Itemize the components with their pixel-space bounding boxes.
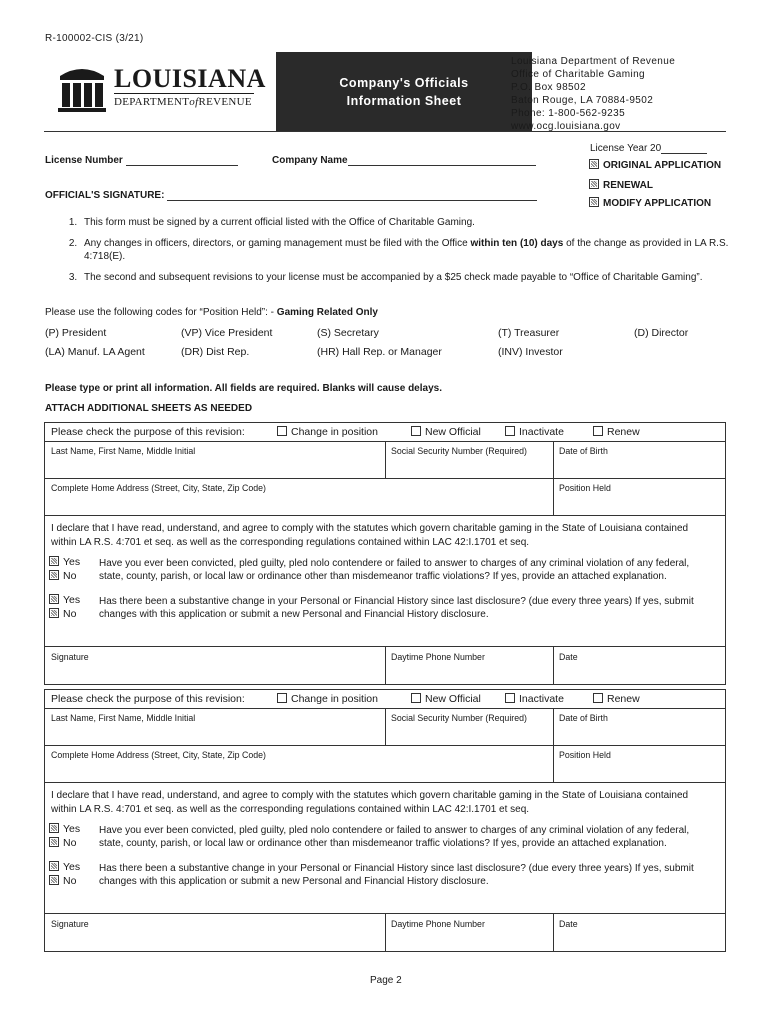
code-treasurer: (T) Treasurer [498,327,560,339]
code-hall-rep: (HR) Hall Rep. or Manager [317,346,442,358]
purpose-label: Please check the purpose of this revision: [51,693,245,705]
date-field-label: Date [559,652,578,662]
form-title-line2: Information Sheet [346,93,462,108]
form-code: R-100002-CIS (3/21) [45,33,144,44]
modify-application-checkbox[interactable] [589,197,599,207]
declaration-text: I declare that I have read, understand, and agree to comply with the statutes which govern charitable gaming in the State of Louisiana contained within LA R.S. 4:701 et seq. as well as the corresponding regulations contained within LAC 42:I.1701 et seq. [51,790,689,815]
purpose-renew[interactable]: Renew [593,693,640,705]
q1-no-checkbox[interactable] [49,837,59,847]
name-row [45,442,725,479]
option-renewal[interactable] [589,179,653,191]
purpose-row [45,690,725,709]
logo-title: LOUISIANA [114,64,266,93]
ssn-cell[interactable] [385,709,554,745]
type-print-note: Please type or print all information. All fields are required. Blanks will cause delays. [45,383,442,394]
original-application-label: ORIGINAL APPLICATION [603,160,722,171]
q2-no[interactable]: No [49,875,76,888]
position-cell[interactable] [553,746,725,782]
q2-no-checkbox[interactable] [49,875,59,885]
date-cell[interactable] [553,914,725,951]
name-field-label: Last Name, First Name, Middle Initial [51,713,196,723]
phone-field-label: Daytime Phone Number [391,652,485,662]
instruction-3: 3. The second and subsequent revisions to your license must be accompanied by a $25 check made payable to “Office of Charitable Gaming”. [80,271,760,284]
q1-yes[interactable]: Yes [49,823,80,836]
q1-no[interactable]: No [49,570,76,583]
address-row [45,479,725,516]
purpose-new-official[interactable]: New Official [411,426,481,438]
q2-yes[interactable]: Yes [49,594,80,607]
renewal-label: RENEWAL [603,180,653,191]
purpose-new-official[interactable]: New Official [411,693,481,705]
address-field-label: Complete Home Address (Street, City, State, Zip Code) [51,750,266,760]
question-1: Have you ever been convicted, pled guilty, pled nolo contendere or failed to answer to charges of any criminal violation of any federal, state, county, parish, or local law or ordinance other than misdemeanor traffic violations? If yes, provide an attached explanation. [99,558,690,582]
ssn-field-label: Social Security Number (Required) [391,713,527,723]
phone: Phone: 1-800-562-9235 [511,108,626,119]
position-field-label: Position Held [559,750,611,760]
license-number-field[interactable] [45,155,238,166]
capitol-logo-icon [56,62,108,114]
code-secretary: (S) Secretary [317,327,379,339]
name-row [45,709,725,746]
signature-row [45,647,725,684]
q2-no[interactable]: No [49,608,76,621]
codes-intro: Please use the following codes for “Position Held”: - Gaming Related Only [45,307,378,318]
renewal-checkbox[interactable] [589,179,599,189]
phone-cell[interactable] [385,647,554,684]
dob-field-label: Date of Birth [559,446,608,456]
attach-sheets-note: ATTACH ADDITIONAL SHEETS AS NEEDED [45,403,253,414]
option-modify-application[interactable] [589,197,711,209]
ssn-field-label: Social Security Number (Required) [391,446,527,456]
date-cell[interactable] [553,647,725,684]
instruction-2: 2. Any changes in officers, directors, or gaming management must be filed with the Office within ten (10) days of the change as provided in LA R.S. 4:718(E). [80,237,760,263]
question-2: Has there been a substantive change in your Personal or Financial History since last disclosure? (due every three years) If yes, submit changes with this application or submit a new Personal and Financial History disclosure. [99,863,694,887]
logo-rule [114,93,254,94]
code-investor: (INV) Investor [498,346,563,358]
company-name-label: Company Name [272,155,348,166]
instructions-list [44,216,760,292]
renew-checkbox[interactable] [593,426,603,436]
signature-field-label: Signature [51,652,89,662]
form-title-box [276,52,532,131]
purpose-change-in-position[interactable]: Change in position [277,426,378,438]
q2-yes-checkbox[interactable] [49,861,59,871]
new-official-checkbox[interactable] [411,693,421,703]
change-in-position-checkbox[interactable] [277,426,287,436]
modify-application-label: MODIFY APPLICATION [603,198,712,209]
inactivate-checkbox[interactable] [505,426,515,436]
purpose-inactivate[interactable]: Inactivate [505,426,564,438]
company-name-field[interactable] [272,155,536,166]
header [44,52,726,132]
signature-row [45,914,725,951]
new-official-checkbox[interactable] [411,426,421,436]
renew-checkbox[interactable] [593,693,603,703]
declaration-row [45,516,725,647]
license-number-label: License Number [45,155,123,166]
purpose-inactivate[interactable]: Inactivate [505,693,564,705]
declaration-row [45,783,725,914]
position-cell[interactable] [553,479,725,515]
code-dist-rep: (DR) Dist Rep. [181,346,250,358]
po-box: P.O. Box 98502 [511,82,586,93]
license-year-field[interactable] [590,143,707,154]
phone-cell[interactable] [385,914,554,951]
option-original-application[interactable] [589,159,721,171]
license-year-label: License Year 20 [590,143,662,154]
official-signature-label: OFFICIAL'S SIGNATURE: [45,190,165,201]
address-row [45,746,725,783]
dept-name: Louisiana Department of Revenue [511,56,676,67]
official-signature-field[interactable] [45,190,537,201]
q1-yes-checkbox[interactable] [49,823,59,833]
logo-subtitle: DEPARTMENTofREVENUE [114,96,252,108]
q1-no-checkbox[interactable] [49,570,59,580]
q1-yes[interactable]: Yes [49,556,80,569]
revision-block-1 [44,422,726,685]
ssn-cell[interactable] [385,442,554,478]
question-1: Have you ever been convicted, pled guilty, pled nolo contendere or failed to answer to charges of any criminal violation of any federal, state, county, parish, or local law or ordinance other than misdemeanor traffic violations? If yes, provide an attached explanation. [99,825,690,849]
date-field-label: Date [559,919,578,929]
original-application-checkbox[interactable] [589,159,599,169]
license-year-input[interactable] [661,153,707,154]
department-address [511,55,675,133]
change-in-position-checkbox[interactable] [277,693,287,703]
position-field-label: Position Held [559,483,611,493]
dob-cell[interactable] [553,442,725,478]
question-2: Has there been a substantive change in your Personal or Financial History since last disclosure? (due every three years) If yes, submit changes with this application or submit a new Personal and Financial History disclosure. [99,596,694,620]
ldr-logo [56,62,266,114]
purpose-renew[interactable]: Renew [593,426,640,438]
signature-field-label: Signature [51,919,89,929]
q2-no-checkbox[interactable] [49,608,59,618]
purpose-label: Please check the purpose of this revision: [51,426,245,438]
code-vice-president: (VP) Vice President [181,327,273,339]
address-field-label: Complete Home Address (Street, City, State, Zip Code) [51,483,266,493]
q2-yes[interactable]: Yes [49,861,80,874]
instruction-1: 1. This form must be signed by a current official listed with the Office of Charitable Gaming. [80,216,760,229]
dob-field-label: Date of Birth [559,713,608,723]
q2-yes-checkbox[interactable] [49,594,59,604]
q1-yes-checkbox[interactable] [49,556,59,566]
purpose-row [45,423,725,442]
inactivate-checkbox[interactable] [505,693,515,703]
license-number-input[interactable] [126,165,238,166]
revision-block-2 [44,689,726,952]
purpose-change-in-position[interactable]: Change in position [277,693,378,705]
office-name: Office of Charitable Gaming [511,69,646,80]
code-president: (P) President [45,327,107,339]
declaration-text: I declare that I have read, understand, and agree to comply with the statutes which govern charitable gaming in the State of Louisiana contained within LA R.S. 4:701 et seq. as well as the corresponding regulations contained within LAC 42:I.1701 et seq. [51,523,689,548]
dob-cell[interactable] [553,709,725,745]
code-director: (D) Director [634,327,689,339]
company-name-input[interactable] [348,165,536,166]
name-field-label: Last Name, First Name, Middle Initial [51,446,196,456]
page-number: Page 2 [370,975,402,986]
q1-no[interactable]: No [49,837,76,850]
website[interactable]: www.ocg.louisiana.gov [511,121,621,132]
code-manuf-la-agent: (LA) Manuf. LA Agent [45,346,145,358]
form-title-line1: Company's Officials [339,75,469,90]
official-signature-input[interactable] [167,200,537,201]
city-state-zip: Baton Rouge, LA 70884-9502 [511,95,654,106]
phone-field-label: Daytime Phone Number [391,919,485,929]
